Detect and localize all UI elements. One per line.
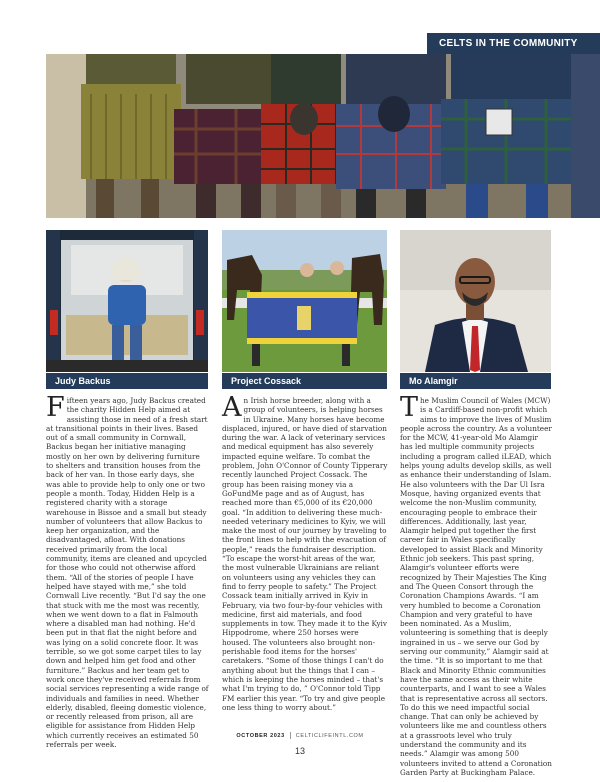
- article-judy-backus: [46, 392, 209, 749]
- caption-mo-alamgir: Mo Alamgir: [400, 373, 551, 389]
- photo-judy-backus: [46, 230, 208, 372]
- section-tag: CELTS IN THE COMMUNITY: [427, 33, 600, 55]
- drop-cap: A: [222, 392, 242, 423]
- van-illustration: [46, 230, 208, 372]
- article-text: ifteen years ago, Judy Backus created the charity Hidden Help aimed at assisting those in need of a fresh start at transitional points in their lives. Based out of a small community in Cornwall, Backus began her initiative managing mostly on her own by delivering furniture to shelters and transition houses from the back of her van. In those early days, she was able to provide help to only one or two people a month. Today, Hidden Help is a registered charity with a storage warehouse in Bissoe and a small but steady number of volunteers that allow Backus to keep her organization, and the disadvantaged, afloat. With donations received primarily from the local community, items are cleaned and upcycled for those who could not otherwise afford them. “All of the stories of people I have helped have stayed with me,” she told Cornwall Live recently. “But I'd say the one that stuck with me the most was recently, when we went down to a flat in Falmouth where a disabled man had nothing. He'd been put in that flat the night before and was lying on a solid concrete floor. It was terrible, so we got some carpet tiles to lay down and helped him get food and other furniture.” Backus and her team get to work once they've received referrals from social services representing a wide range of individuals and families in need. Whether elderly, disabled, fleeing domestic violence, or recently released from prison, all are eligible for assistance from Hidden Help which currently receives an estimated 50 referrals per week.: [46, 396, 209, 749]
- article-project-cossack: [222, 392, 388, 712]
- footer-divider: [290, 732, 291, 739]
- footer: [0, 732, 600, 739]
- kilts-illustration: [46, 54, 600, 218]
- hero-photo-kilts: [46, 54, 600, 218]
- caption-project-cossack: Project Cossack: [222, 373, 387, 389]
- article-text: he Muslim Council of Wales (MCW) is a Cardiff-based non-profit which aims to improve the lives of Muslim people across the country. As a volunteer for the MCW, 41-year-old Mo Alamgir has led multiple community projects including a program called iLEAD, which helps young adults develop skills, as well as enhance their understanding of Islam. He also volunteers with the Dar Ul Isra Mosque, having organized events that welcome the non-Muslim community, encouraging people to embrace their differences. Additionally, last year, Alamgir helped put together the first career fair in Wales specifically developed to assist Black and Minority Ethnic job seekers. This past spring, Alamgir's volunteer efforts were recognized by Their Majesties The King and The Queen Consort through the Coronation Champions Awards. “I am very humbled to become a Coronation Champion and very grateful to have been nominated. As a Muslim, volunteering is something that is deeply ingrained in us – we serve our God by serving our community,” Alamgir said at the time. “It is so important to me that Black and Minority Ethnic communities have the same access as their white counterparts, and I want to see a Wales that is representative across all sectors. To do this we need impactful social change. That can only be achieved by volunteers like me and countless others at a grassroots level who truly understand the community and its needs.” Alamgir was among 500 volunteers invited to attend a Coronation Garden Party at Buckingham Palace.: [400, 396, 552, 777]
- article-text: n Irish horse breeder, along with a group of volunteers, is helping horses in Ukraine. Many horses have become displaced, injured, or have died of starvation during the war. A lack of veterinary services and medical equipment has also severely impacted equine welfare. To combat the problem, John O'Connor of County Tipperary recently launched Project Cossack. The group has been raising money via a GoFundMe page and as of August, has reached more than €5,000 of its €20,000 goal. “In addition to delivering these much-needed veterinary medicines to Kyiv, we will make the most of our journey by traveling to the front lines to help with the evacuation of people,” reads the fundraiser description. “To escape the worst-hit areas of the war, the most vulnerable Ukrainians are reliant on volunteers using any vehicles they can find to ferry people to safety.” The Project Cossack team initially arrived in Kyiv in February, via two four-by-four vehicles with medicine, first aid materials, and food supplements in tow. They made it to the Kyiv Hippodrome, where 250 horses were housed. The volunteers also brought non-perishable food items for the horses' caretakers. “Some of those things I can't do anything about but the things that I can – which is keeping the horses minded – that's what I'm trying to do, ” O'Connor told Tipp FM earlier this year. “To try and give people one less thing to worry about.”: [222, 396, 388, 712]
- page-number: 13: [294, 746, 305, 756]
- footer-month: OCTOBER 2023: [236, 732, 285, 739]
- drop-cap: T: [400, 392, 419, 423]
- photo-project-cossack: [222, 230, 387, 372]
- caption-judy-backus: Judy Backus: [46, 373, 208, 389]
- portrait-illustration: [400, 230, 551, 372]
- article-mo-alamgir: [400, 392, 552, 777]
- photo-mo-alamgir: [400, 230, 551, 372]
- cossack-illustration: [222, 230, 387, 372]
- drop-cap: F: [46, 392, 65, 423]
- footer-site[interactable]: CELTICLIFEINTL.COM: [295, 732, 364, 739]
